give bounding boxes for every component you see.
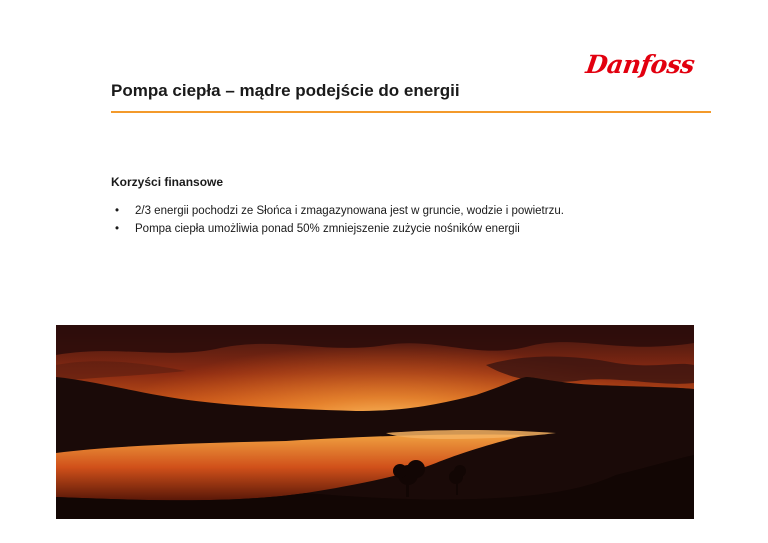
title-divider: [111, 111, 711, 113]
logo-wordmark: Danfoss: [584, 50, 697, 79]
sunset-lake-photo: [56, 325, 694, 519]
sunset-landscape-image: [56, 325, 694, 519]
slide-title: Pompa ciepła – mądre podejście do energii: [111, 81, 460, 100]
bullet-text: 2/3 energii pochodzi ze Słońca i zmagazynowana jest w gruncie, wodzie i powietrzu.: [135, 205, 564, 217]
section-heading: Korzyści finansowe: [111, 175, 224, 189]
bullet-text: Pompa ciepła umożliwia ponad 50% zmniejszenie zużycie nośników energii: [135, 223, 520, 235]
bullet-marker: •: [115, 205, 120, 217]
danfoss-logo: [584, 46, 697, 84]
bullet-marker: •: [115, 223, 120, 235]
